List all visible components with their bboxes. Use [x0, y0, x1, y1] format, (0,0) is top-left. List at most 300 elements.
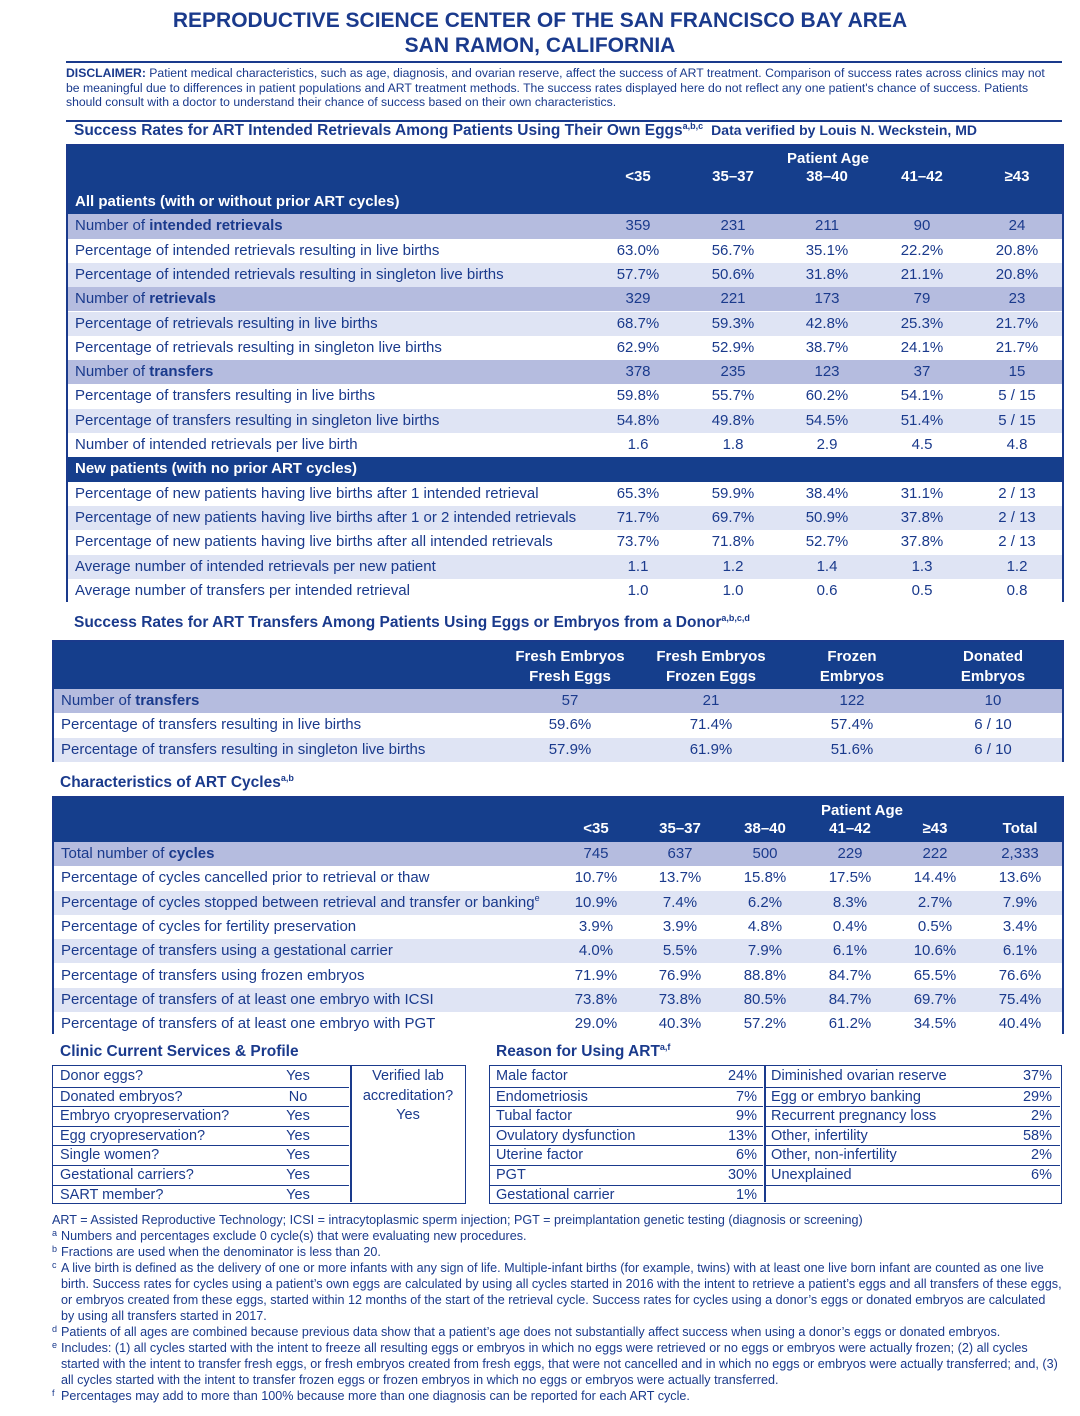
footnote-mark: f — [52, 1388, 55, 1398]
donor-header — [54, 642, 1062, 689]
table-cell: 61.2% — [828, 1015, 872, 1033]
table-cell: 2,333 — [1001, 845, 1039, 862]
row-label-bold: cycles — [168, 845, 215, 862]
table-cell: 75.4% — [998, 990, 1042, 1008]
donor-col-header-line1: Donated — [963, 648, 1023, 665]
table-cell: 42.8% — [805, 314, 849, 332]
section-all-patients — [68, 190, 1062, 214]
table-cell: 37.8% — [900, 508, 944, 526]
verified-lab-value: Yes — [396, 1107, 420, 1124]
table-row — [68, 384, 1062, 408]
table-cell: 10.6% — [913, 942, 957, 960]
table-cell: 3.4% — [1002, 917, 1038, 935]
table-cell: 6 / 10 — [974, 740, 1012, 758]
table-cell: 745 — [583, 845, 609, 862]
table-cell: 90 — [913, 217, 931, 235]
table-cell: 222 — [922, 845, 948, 862]
reason-row — [490, 1126, 763, 1146]
table-cell: 54.8% — [616, 411, 660, 429]
table-row — [54, 689, 1062, 713]
row-label — [61, 988, 434, 1012]
service-row — [53, 1087, 349, 1107]
row-label — [61, 842, 214, 866]
reason-value: 13% — [727, 1127, 757, 1144]
table-row — [54, 939, 1062, 963]
footnote-text: A live birth is defined as the delivery of one or more infants with any sign of life. Multiple-infant births (for example, twins) with at least one live born infant are counted as one live birth. Success rates for cycles using a patient’s own eggs are calculated by using all cycles started in 2016 with the intent to retrieve a patient’s eggs and all transfers of these eggs, or embryos created from these eggs, started within 12 months of the start of the retrieval cycle. Success rates for cycles using a donor’s eggs or donated embryos are calculated by using all transfers started in 2017. — [61, 1261, 1062, 1323]
reason-row — [490, 1106, 763, 1126]
reason-label: Other, infertility — [771, 1127, 868, 1144]
characteristics-title-text: Characteristics of ART Cycles — [60, 774, 281, 791]
table-cell: 24 — [1008, 217, 1026, 235]
row-label — [61, 738, 425, 762]
row-label — [61, 1012, 435, 1036]
row-label — [75, 312, 378, 336]
reason-label: PGT — [496, 1167, 526, 1183]
table-cell: 84.7% — [828, 990, 872, 1008]
service-value: Yes — [286, 1127, 310, 1144]
table-cell: 21 — [702, 692, 720, 709]
row-label-text: Percentage of retrievals resulting in live births — [75, 314, 378, 332]
section-label: All patients (with or without prior ART cycles) — [75, 193, 400, 210]
age-col-header: <35 — [625, 168, 651, 185]
row-label-text: Percentage of cycles cancelled prior to retrieval or thaw — [61, 869, 430, 887]
table-cell: 15.8% — [743, 869, 787, 887]
service-label: Egg cryopreservation? — [60, 1127, 206, 1144]
table-cell: 10.9% — [574, 893, 618, 911]
table-cell: 52.7% — [805, 533, 849, 551]
service-label: Gestational carriers? — [60, 1167, 194, 1183]
table-cell: 65.5% — [913, 966, 957, 984]
reasons-title-text: Reason for Using ART — [496, 1043, 660, 1060]
row-label-text: Percentage of transfers resulting in singleton live births — [75, 411, 440, 429]
table-cell: 5 / 15 — [998, 411, 1036, 429]
footnote — [52, 1228, 1062, 1244]
table-cell: 25.3% — [900, 314, 944, 332]
table-row — [68, 409, 1062, 433]
row-label — [61, 891, 540, 915]
row-label-bold: transfers — [135, 692, 200, 709]
char-col-header: Total — [1002, 820, 1038, 837]
footnote — [52, 1244, 1062, 1260]
row-label — [75, 360, 213, 384]
row-label — [75, 336, 442, 360]
table-cell: 73.8% — [658, 990, 702, 1008]
table-cell: 73.8% — [574, 990, 618, 1008]
table-cell: 71.8% — [711, 533, 755, 551]
reason-value: 9% — [736, 1108, 757, 1125]
service-row — [53, 1145, 349, 1165]
service-value: Yes — [286, 1147, 310, 1164]
table-cell: 40.4% — [998, 1015, 1042, 1033]
reason-row — [490, 1165, 763, 1185]
reason-value: 1% — [736, 1186, 757, 1203]
table-cell: 6.1% — [1002, 942, 1038, 960]
table-cell: 329 — [625, 290, 651, 308]
table-cell: 57.2% — [743, 1015, 787, 1033]
reason-row — [766, 1145, 1060, 1165]
page-subtitle: SAN RAMON, CALIFORNIA — [404, 34, 676, 57]
table-cell: 21.7% — [995, 314, 1039, 332]
table-cell: 3.9% — [662, 917, 698, 935]
table-cell: 0.5 — [911, 581, 933, 599]
footnote-text: Includes: (1) all cycles started with the intent to freeze all resulting eggs or embryos in which no eggs were retrieved or no eggs or embryos were actually frozen; (2) all cycles started with the intent to transfer fresh eggs, or fresh embryos created from fresh eggs, that were not cancelled and in which no eggs or embryos were actually transferred; and, (3) all cycles started with the intent to transfer frozen eggs or frozen embryos in which no eggs or embryos were actually transferred. — [61, 1341, 1058, 1387]
table-cell: 1.6 — [627, 436, 649, 453]
table-cell: 52.9% — [711, 338, 755, 356]
char-col-header: <35 — [583, 820, 609, 837]
reason-value: 7% — [736, 1088, 757, 1105]
table-cell: 59.8% — [616, 387, 660, 405]
service-label: Donated embryos? — [60, 1088, 183, 1105]
service-label: SART member? — [60, 1186, 164, 1203]
reason-row — [490, 1087, 763, 1107]
row-label-text: Percentage of transfers resulting in live births — [75, 387, 376, 405]
table-cell: 71.9% — [574, 966, 618, 984]
reason-label: Recurrent pregnancy loss — [771, 1108, 937, 1125]
disclaimer — [66, 66, 1056, 110]
row-label-text: Percentage of transfers of at least one embryo with PGT — [61, 1015, 436, 1033]
table-cell: 54.5% — [805, 411, 849, 429]
table-cell: 21.1% — [900, 265, 944, 283]
reason-row — [490, 1067, 763, 1087]
table-cell: 1.0 — [722, 581, 744, 599]
table-cell: 2.7% — [917, 893, 953, 911]
table-cell: 62.9% — [616, 338, 660, 356]
table-cell: 65.3% — [616, 484, 660, 502]
row-label — [61, 713, 361, 737]
footnote-mark: d — [52, 1324, 58, 1334]
reasons-title — [496, 1043, 670, 1061]
row-label-text: Percentage of intended retrievals resulting in singleton live births — [75, 265, 504, 283]
age-col-header: 41–42 — [901, 168, 943, 185]
reason-row — [490, 1185, 763, 1205]
reason-row — [766, 1106, 1060, 1126]
char-patient-age-label: Patient Age — [821, 802, 903, 819]
table-cell: 4.5 — [911, 436, 933, 453]
service-value: No — [288, 1088, 308, 1105]
row-label — [61, 964, 365, 988]
reason-label: Egg or embryo banking — [771, 1088, 921, 1105]
characteristics-table — [52, 796, 1064, 1034]
table-cell: 59.3% — [711, 314, 755, 332]
footnotes — [52, 1212, 1062, 1404]
row-label-text: Percentage of cycles for fertility preservation — [61, 917, 357, 935]
table-row — [54, 713, 1062, 737]
footnote-text: Numbers and percentages exclude 0 cycle(s) that were evaluating new procedures. — [61, 1229, 527, 1243]
row-label — [75, 239, 439, 263]
table-row — [68, 482, 1062, 506]
table-cell: 231 — [720, 217, 746, 235]
table-cell: 59.9% — [711, 484, 755, 502]
own-eggs-title-sup: a,b,c — [682, 120, 704, 131]
verified-lab-line1: Verified lab — [372, 1068, 444, 1084]
service-label: Embryo cryopreservation? — [60, 1108, 230, 1125]
row-label-bold: transfers — [149, 363, 214, 381]
table-cell: 0.8 — [1006, 581, 1028, 599]
table-cell: 4.8 — [1006, 436, 1028, 453]
row-label-text: Number of — [75, 217, 150, 235]
table-cell: 359 — [625, 217, 651, 235]
table-cell: 79 — [913, 290, 931, 308]
row-label — [75, 506, 576, 530]
donor-col-header-line1: Frozen — [827, 648, 877, 665]
table-cell: 71.7% — [616, 508, 660, 526]
row-label — [75, 263, 504, 287]
table-cell: 37 — [913, 363, 931, 381]
footnote-mark: e — [52, 1340, 58, 1350]
header-rule — [66, 61, 1062, 63]
char-col-header: 41–42 — [829, 820, 871, 837]
row-label — [75, 530, 553, 554]
reason-row — [766, 1126, 1060, 1146]
table-cell: 1.1 — [627, 557, 649, 575]
row-label-text: Percentage of retrievals resulting in singleton live births — [75, 338, 442, 356]
service-label: Donor eggs? — [60, 1068, 144, 1084]
table-cell: 10 — [984, 692, 1002, 709]
table-row — [68, 336, 1062, 360]
reason-label: Ovulatory dysfunction — [496, 1127, 636, 1144]
reason-row-empty — [766, 1185, 1060, 1205]
row-label-text: Percentage of transfers resulting in singleton live births — [61, 740, 426, 758]
table-cell: 24.1% — [900, 338, 944, 356]
own-eggs-table — [66, 144, 1064, 602]
table-cell: 637 — [667, 845, 693, 862]
table-cell: 1.3 — [911, 557, 933, 575]
table-cell: 2 / 13 — [998, 533, 1036, 551]
reason-value: 29% — [1022, 1088, 1052, 1105]
table-row — [68, 530, 1062, 554]
service-row — [53, 1126, 349, 1146]
table-cell: 22.2% — [900, 241, 944, 259]
table-cell: 56.7% — [711, 241, 755, 259]
row-label-text: Percentage of transfers of at least one embryo with ICSI — [61, 990, 434, 1008]
row-label-bold: intended retrievals — [149, 217, 283, 235]
table-cell: 122 — [839, 692, 865, 709]
table-cell: 54.1% — [900, 387, 944, 405]
own-eggs-title-text: Success Rates for ART Intended Retrievals Among Patients Using Their Own Eggs — [74, 122, 683, 139]
reason-label: Other, non-infertility — [771, 1147, 897, 1164]
row-label-text: Percentage of new patients having live births after all intended retrievals — [75, 533, 553, 551]
verified-lab-line2: accreditation? — [362, 1087, 454, 1104]
own-eggs-title — [74, 122, 977, 140]
table-cell: 29.0% — [574, 1015, 618, 1033]
table-cell: 76.6% — [998, 966, 1042, 984]
reason-value: 2% — [1031, 1147, 1052, 1164]
section-label: New patients (with no prior ART cycles) — [75, 460, 357, 478]
table-cell: 69.7% — [711, 508, 755, 526]
table-row — [54, 964, 1062, 988]
table-cell: 2 / 13 — [998, 508, 1036, 526]
table-cell: 49.8% — [711, 411, 755, 429]
services-title: Clinic Current Services & Profile — [60, 1043, 299, 1060]
patient-age-label: Patient Age — [787, 150, 869, 167]
row-label-text: Percentage of new patients having live births after 1 or 2 intended retrievals — [75, 508, 577, 526]
table-cell: 7.4% — [662, 893, 698, 911]
table-cell: 221 — [720, 290, 746, 308]
row-label-sup: e — [534, 892, 540, 903]
own-eggs-header — [68, 146, 1062, 190]
table-row — [68, 263, 1062, 287]
row-label-text: Number of — [75, 290, 150, 308]
service-row — [53, 1165, 349, 1185]
disclaimer-label: DISCLAIMER: — [66, 66, 146, 80]
row-label — [75, 579, 410, 603]
table-cell: 1.2 — [722, 557, 744, 575]
table-row — [54, 891, 1062, 915]
characteristics-title — [60, 774, 294, 792]
row-label-text: Average number of intended retrievals per new patient — [75, 557, 436, 575]
row-label-text: Percentage of cycles stopped between retrieval and transfer or banking — [61, 893, 535, 911]
footnote-mark: c — [52, 1260, 57, 1270]
reason-value: 58% — [1022, 1127, 1052, 1144]
reason-row — [490, 1145, 763, 1165]
row-label — [75, 433, 358, 457]
donor-col-header-line2: Fresh Eggs — [529, 668, 611, 685]
table-cell: 37.8% — [900, 533, 944, 551]
service-value: Yes — [286, 1186, 310, 1203]
table-cell: 5 / 15 — [998, 387, 1036, 405]
footnote-art: ART = Assisted Reproductive Technology; ICSI = intracytoplasmic sperm injection; PGT = preimplantation genetic testing (diagnosis or screening) — [52, 1213, 863, 1227]
age-col-header: 38–40 — [806, 168, 848, 185]
row-label-text: Percentage of transfers using frozen embryos — [61, 966, 365, 984]
table-row — [68, 312, 1062, 336]
reason-row — [766, 1067, 1060, 1087]
table-cell: 6 / 10 — [974, 716, 1012, 734]
table-row — [54, 842, 1062, 866]
row-label — [61, 866, 430, 890]
table-cell: 0.4% — [832, 917, 868, 935]
row-label-text: Percentage of transfers resulting in live births — [61, 716, 362, 734]
row-label-bold: retrievals — [149, 290, 216, 308]
table-cell: 21.7% — [995, 338, 1039, 356]
reason-value: 30% — [727, 1167, 757, 1183]
footnote-text: Patients of all ages are combined because previous data show that a patient’s age does not substantially affect success when using a donor’s eggs or donated embryos. — [61, 1325, 1001, 1339]
donor-col-header-line2: Embryos — [819, 668, 885, 685]
table-row — [54, 866, 1062, 890]
table-cell: 2 / 13 — [998, 484, 1036, 502]
disclaimer-text: Patient medical characteristics, such as age, diagnosis, and ovarian reserve, affect the success of ART treatment. Comparison of success rates across clinics may not be meaningful due to differences in patient populations and ART treatment methods. The success rates displayed here do not reflect any one patient's chance of success. Patients should consult with a doctor to understand their chance of success based on their own characteristics. — [66, 66, 1045, 110]
donor-title — [74, 614, 750, 632]
service-value: Yes — [286, 1108, 310, 1125]
table-cell: 4.8% — [747, 917, 783, 935]
row-label-text: Percentage of transfers using a gestational carrier — [61, 942, 393, 960]
reasons-title-sup: a,f — [659, 1041, 671, 1052]
table-cell: 4.0% — [578, 942, 614, 960]
donor-table — [52, 640, 1064, 762]
table-cell: 88.8% — [743, 966, 787, 984]
reason-label: Tubal factor — [496, 1108, 573, 1125]
table-cell: 13.7% — [658, 869, 702, 887]
table-cell: 57.7% — [616, 265, 660, 283]
donor-col-header-line1: Fresh Embryos — [656, 648, 766, 665]
donor-col-header-line1: Fresh Embryos — [515, 648, 625, 665]
table-cell: 17.5% — [828, 869, 872, 887]
table-cell: 14.4% — [913, 869, 957, 887]
verified-by: Data verified by Louis N. Weckstein, MD — [711, 122, 977, 138]
table-cell: 71.4% — [689, 716, 733, 734]
footnote — [52, 1340, 1062, 1388]
reason-value: 6% — [736, 1147, 757, 1164]
table-cell: 80.5% — [743, 990, 787, 1008]
reason-label: Uterine factor — [496, 1147, 584, 1164]
row-label — [61, 939, 393, 963]
char-col-header: 35–37 — [659, 820, 701, 837]
char-col-header: ≥43 — [922, 820, 948, 837]
row-label — [61, 915, 356, 939]
characteristics-title-sup: a,b — [280, 772, 294, 783]
table-cell: 38.7% — [805, 338, 849, 356]
table-cell: 63.0% — [616, 241, 660, 259]
table-cell: 500 — [752, 845, 778, 862]
donor-title-sup: a,b,c,d — [721, 612, 750, 623]
age-col-header: ≥43 — [1004, 168, 1030, 185]
table-cell: 378 — [625, 363, 651, 381]
table-cell: 1.4 — [816, 557, 838, 575]
table-cell: 6.1% — [832, 942, 868, 960]
service-row — [53, 1106, 349, 1126]
table-row — [68, 433, 1062, 457]
table-cell: 1.0 — [627, 581, 649, 599]
table-cell: 7.9% — [1002, 893, 1038, 911]
table-cell: 31.8% — [805, 265, 849, 283]
table-cell: 0.6 — [816, 581, 838, 599]
row-label — [75, 384, 375, 408]
service-row — [53, 1067, 349, 1087]
table-cell: 173 — [814, 290, 840, 308]
table-cell: 2.9 — [816, 436, 838, 453]
row-label-text: Total number of — [61, 845, 169, 862]
donor-col-header-line2: Frozen Eggs — [665, 668, 756, 685]
table-cell: 73.7% — [616, 533, 660, 551]
reason-value: 24% — [727, 1068, 757, 1084]
table-cell: 211 — [815, 217, 839, 235]
table-cell: 8.3% — [832, 893, 868, 911]
row-label — [75, 482, 539, 506]
row-label-text: Number of — [61, 692, 136, 709]
table-cell: 235 — [720, 363, 746, 381]
table-cell: 84.7% — [828, 966, 872, 984]
table-row — [68, 555, 1062, 579]
reason-label: Diminished ovarian reserve — [771, 1068, 947, 1084]
table-cell: 7.9% — [747, 942, 783, 960]
table-cell: 10.7% — [574, 869, 618, 887]
table-cell: 23 — [1008, 290, 1026, 308]
footnote-mark: b — [52, 1244, 58, 1254]
table-cell: 1.2 — [1006, 557, 1028, 575]
row-label — [75, 555, 436, 579]
table-cell: 57 — [561, 692, 579, 709]
table-cell: 34.5% — [913, 1015, 957, 1033]
row-label — [61, 689, 199, 713]
table-row — [68, 214, 1062, 238]
reason-label: Gestational carrier — [496, 1186, 615, 1203]
footnote-mark: a — [52, 1228, 58, 1238]
table-cell: 6.2% — [747, 893, 783, 911]
row-label — [75, 214, 283, 238]
donor-title-text: Success Rates for ART Transfers Among Patients Using Eggs or Embryos from a Donor — [74, 614, 722, 631]
reason-row — [766, 1087, 1060, 1107]
table-cell: 61.9% — [689, 740, 733, 758]
table-cell: 13.6% — [998, 869, 1042, 887]
row-label — [75, 409, 439, 433]
donor-col-header-line2: Embryos — [960, 668, 1026, 685]
services-table — [52, 1065, 466, 1204]
service-label: Single women? — [60, 1147, 160, 1164]
table-cell: 60.2% — [805, 387, 849, 405]
table-cell: 51.6% — [830, 740, 874, 758]
characteristics-header — [54, 798, 1062, 842]
footnote-text: Percentages may add to more than 100% because more than one diagnosis can be reported for each ART cycle. — [61, 1389, 690, 1403]
table-row — [68, 506, 1062, 530]
